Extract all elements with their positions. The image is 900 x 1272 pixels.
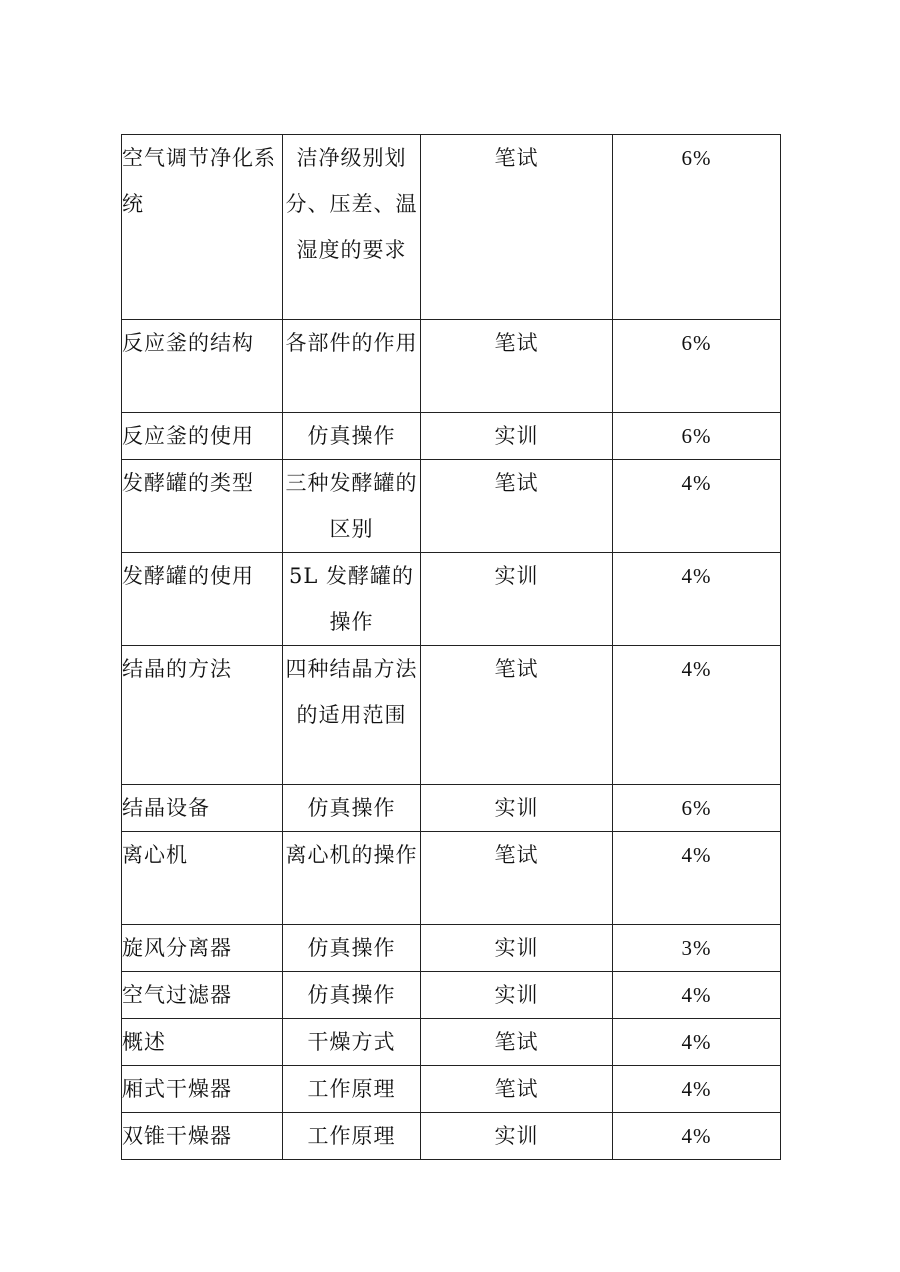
weight-cell: 4%	[613, 553, 781, 646]
method-cell: 笔试	[421, 646, 613, 785]
table-row	[122, 646, 781, 785]
method-cell: 实训	[421, 413, 613, 460]
item-cell: 空气调节净化系统	[122, 135, 283, 320]
item-cell: 结晶设备	[122, 785, 283, 832]
table-row	[122, 832, 781, 925]
method-cell: 笔试	[421, 135, 613, 320]
method-cell: 实训	[421, 972, 613, 1019]
item-cell: 反应釜的结构	[122, 320, 283, 413]
content-cell: 各部件的作用	[283, 320, 421, 413]
content-cell: 洁净级别划分、压差、温湿度的要求	[283, 135, 421, 320]
content-cell: 三种发酵罐的区别	[283, 460, 421, 553]
table-row	[122, 553, 781, 646]
table-row	[122, 320, 781, 413]
method-cell: 实训	[421, 1113, 613, 1160]
weight-cell: 4%	[613, 1066, 781, 1113]
content-cell: 仿真操作	[283, 925, 421, 972]
content-cell: 干燥方式	[283, 1019, 421, 1066]
item-cell: 概述	[122, 1019, 283, 1066]
method-cell: 实训	[421, 785, 613, 832]
weight-cell: 6%	[613, 413, 781, 460]
weight-cell: 4%	[613, 1113, 781, 1160]
item-cell: 双锥干燥器	[122, 1113, 283, 1160]
weight-cell: 4%	[613, 1019, 781, 1066]
method-cell: 笔试	[421, 460, 613, 553]
item-cell: 发酵罐的使用	[122, 553, 283, 646]
weight-cell: 6%	[613, 135, 781, 320]
table-row	[122, 1019, 781, 1066]
weight-cell: 4%	[613, 832, 781, 925]
table-row	[122, 925, 781, 972]
assessment-table	[121, 134, 781, 1160]
item-cell: 空气过滤器	[122, 972, 283, 1019]
table-row	[122, 1113, 781, 1160]
weight-cell: 6%	[613, 785, 781, 832]
method-cell: 笔试	[421, 320, 613, 413]
method-cell: 实训	[421, 553, 613, 646]
item-cell: 发酵罐的类型	[122, 460, 283, 553]
item-cell: 结晶的方法	[122, 646, 283, 785]
item-cell: 旋风分离器	[122, 925, 283, 972]
content-cell: 仿真操作	[283, 972, 421, 1019]
content-cell: 工作原理	[283, 1066, 421, 1113]
content-cell: 四种结晶方法的适用范围	[283, 646, 421, 785]
weight-cell: 4%	[613, 460, 781, 553]
table-row	[122, 1066, 781, 1113]
method-cell: 实训	[421, 925, 613, 972]
table-row	[122, 972, 781, 1019]
content-cell: 仿真操作	[283, 413, 421, 460]
method-cell: 笔试	[421, 832, 613, 925]
weight-cell: 3%	[613, 925, 781, 972]
method-cell: 笔试	[421, 1019, 613, 1066]
table-row	[122, 460, 781, 553]
weight-cell: 4%	[613, 972, 781, 1019]
method-cell: 笔试	[421, 1066, 613, 1113]
item-cell: 厢式干燥器	[122, 1066, 283, 1113]
content-cell: 5L 发酵罐的操作	[283, 553, 421, 646]
content-cell: 离心机的操作	[283, 832, 421, 925]
table-row	[122, 785, 781, 832]
content-cell: 工作原理	[283, 1113, 421, 1160]
weight-cell: 6%	[613, 320, 781, 413]
content-cell: 仿真操作	[283, 785, 421, 832]
item-cell: 离心机	[122, 832, 283, 925]
weight-cell: 4%	[613, 646, 781, 785]
table-row	[122, 135, 781, 320]
table-row	[122, 413, 781, 460]
item-cell: 反应釜的使用	[122, 413, 283, 460]
